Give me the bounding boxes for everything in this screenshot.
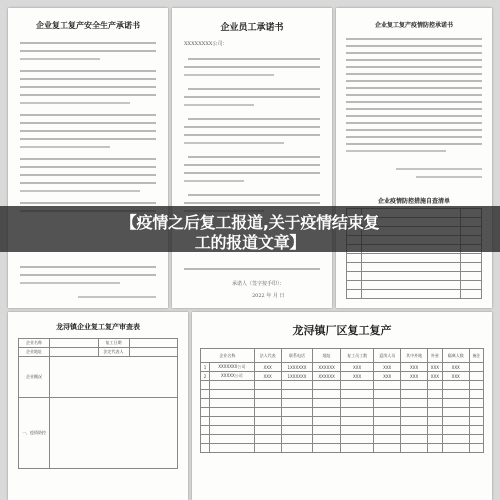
- date-line: 2022 年 月 日: [252, 293, 285, 299]
- registration-table: 企业名称 法人代表 联系电话 地址 复工员工数 返岗人员 其中外地 外省 隔离人数 备注 1 XXXXXXX公司 XXX 1XXXXXX XXXXXX XXX XXX XXX XXX XXX 2 XXXXX公司 XXX 1XXXXXX XXXXXX XXX XXX XXX XXX XXX: [200, 348, 484, 453]
- document-title: 企业员工承诺书: [220, 23, 284, 33]
- document-page-epidemic-pledge: [336, 8, 492, 308]
- document-title: 龙浔镇厂区复工复产: [292, 324, 392, 337]
- document-title: 龙浔镇企业复工复产审查表: [56, 322, 140, 331]
- checklist-title: 企业疫情防控措施自查清单: [377, 198, 450, 205]
- document-title: 企业复工复产疫情防控承诺书: [374, 22, 453, 29]
- company-line: XXXXXXXX公司：: [184, 41, 228, 47]
- review-table: 企业名称 复工日期 企业地址 法定代表人 企业概况 一、疫情防控: [18, 338, 178, 469]
- document-page-safety-pledge: [8, 8, 168, 308]
- document-page-employee-pledge: [172, 8, 332, 308]
- headline-banner: [0, 206, 500, 252]
- document-page-registration-table: [192, 312, 492, 500]
- signature-line: 承诺人（签字按手印）：: [232, 281, 285, 287]
- headline-line-2: 工的报道文章】: [194, 233, 306, 252]
- headline-line-1: 【疫情之后复工报道,关于疫情结束复: [120, 213, 380, 232]
- document-page-review-form: [8, 312, 188, 500]
- document-title: 企业复工复产安全生产承诺书: [36, 20, 140, 30]
